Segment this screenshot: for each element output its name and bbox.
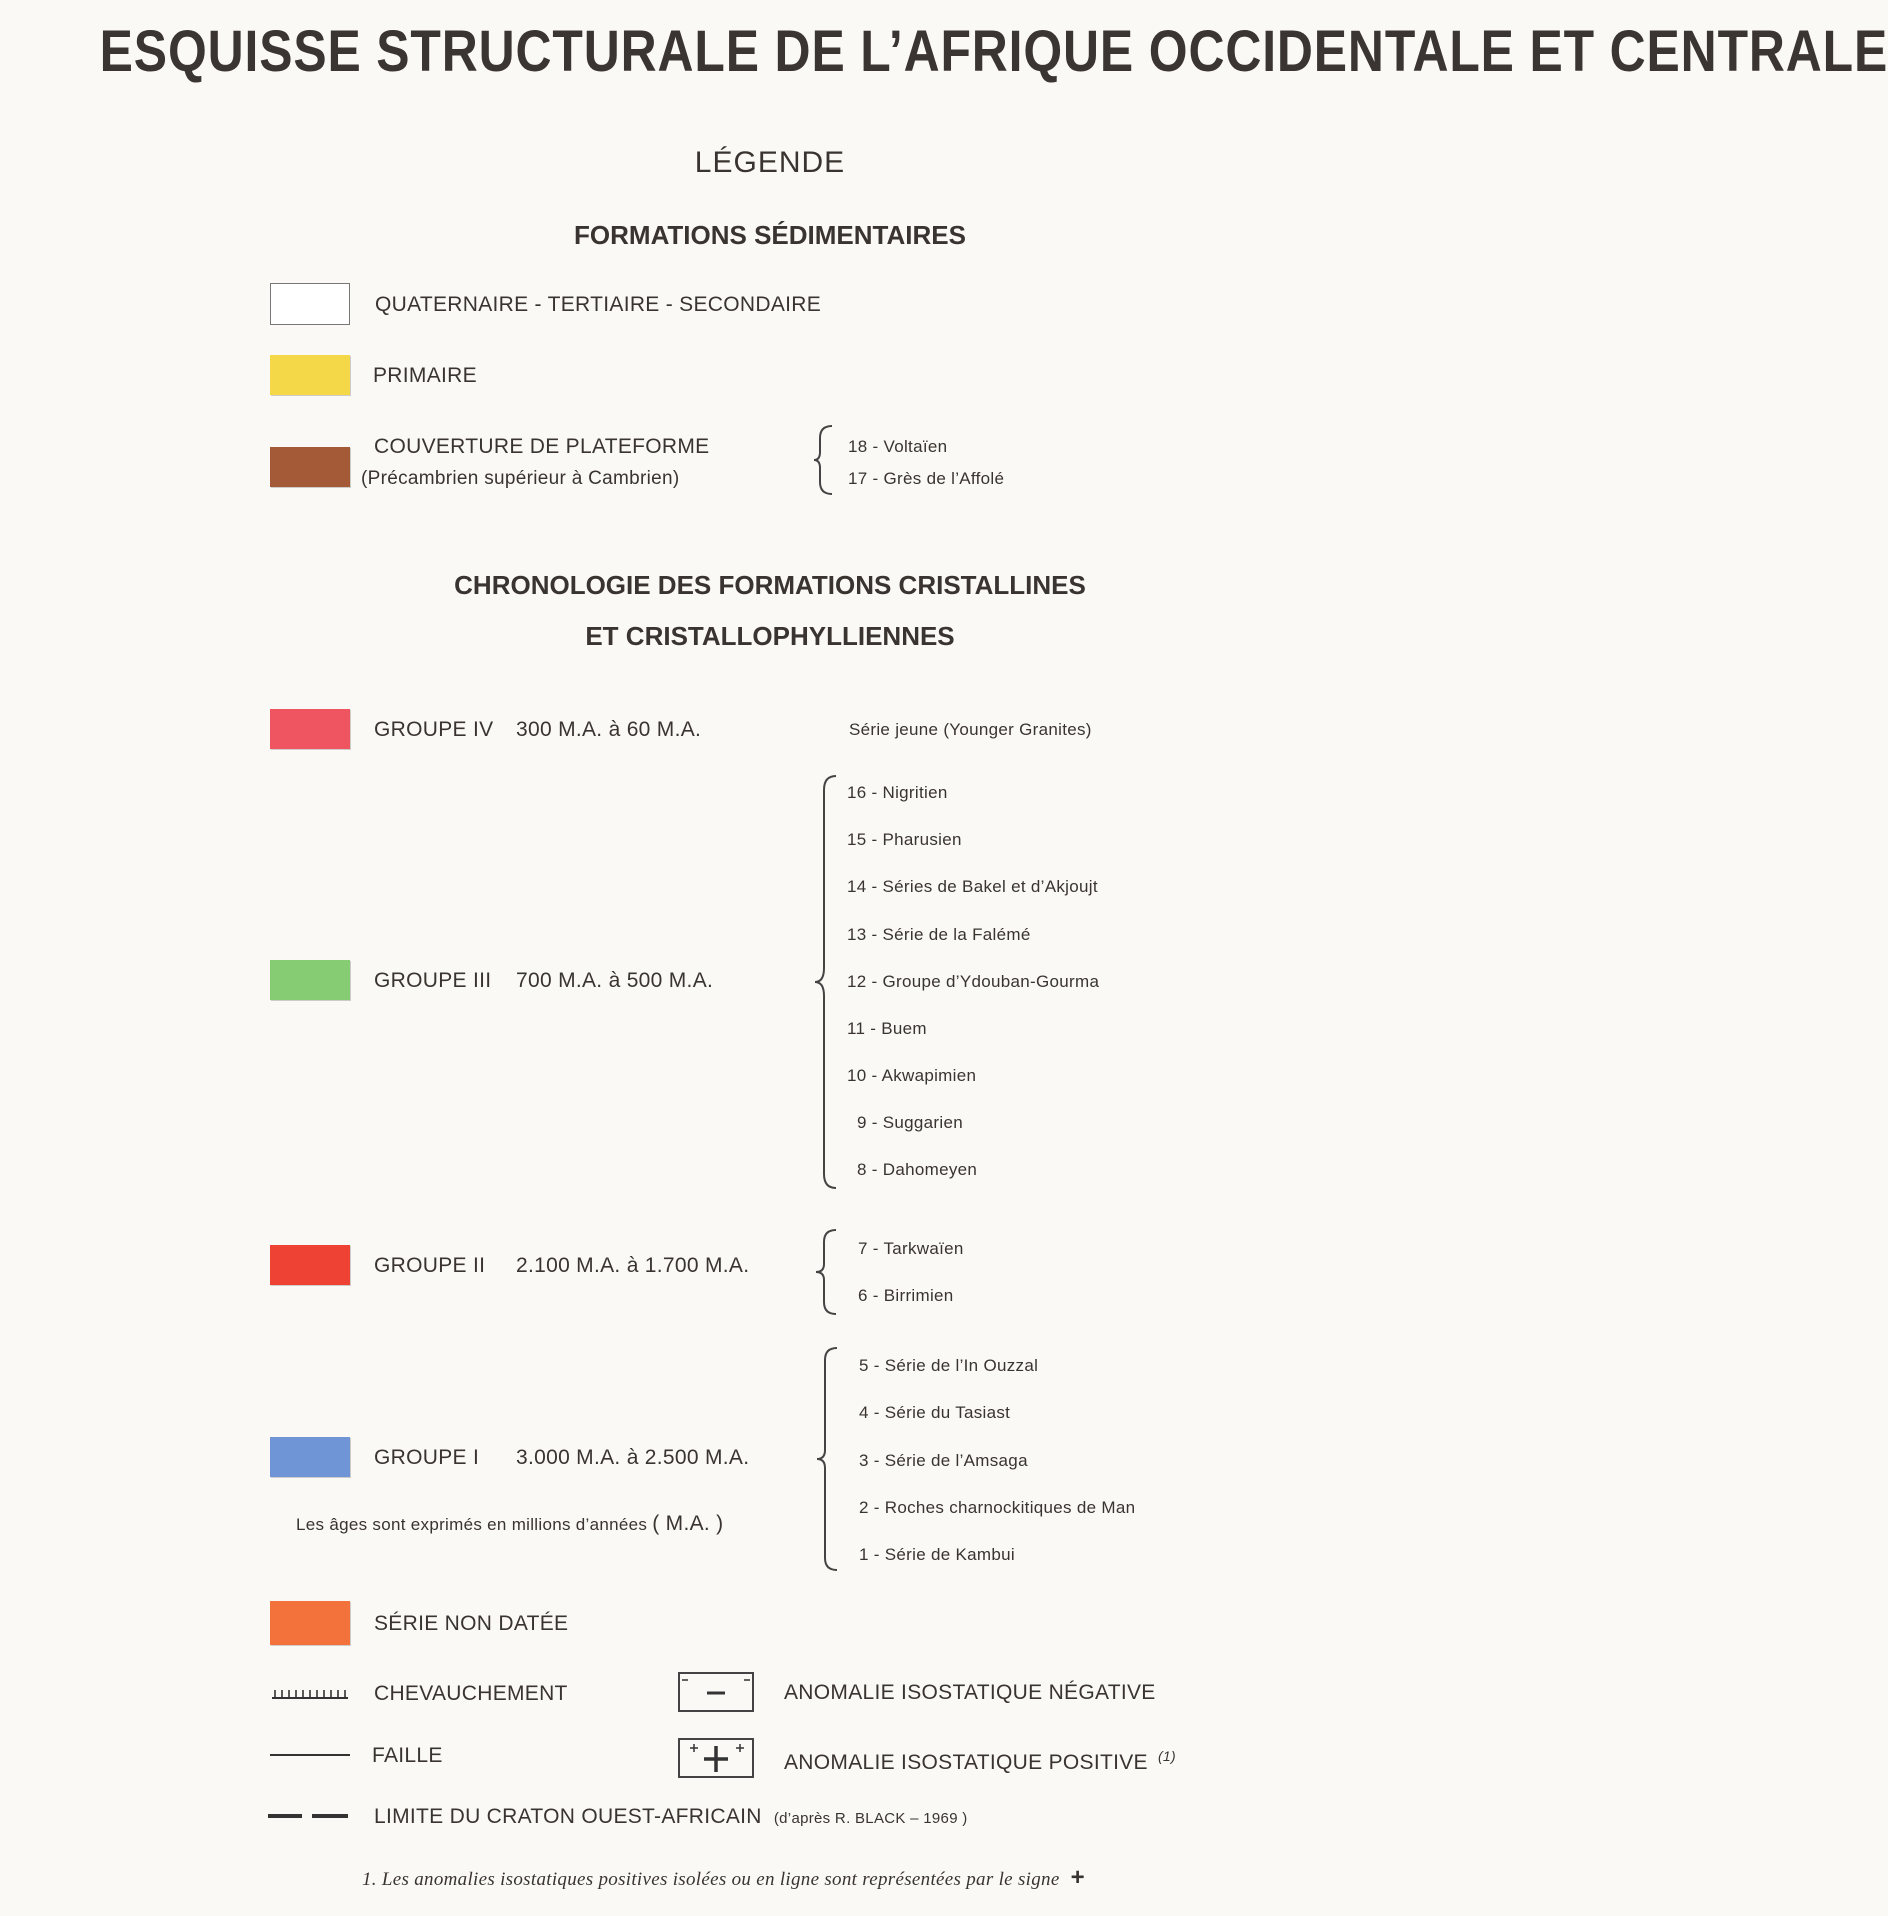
- limite-craton-source: (d’après R. BLACK – 1969 ): [773, 1810, 968, 1827]
- faille-symbol: [270, 1752, 352, 1758]
- ages-groupe-ii: 2.100 M.A. à 1.700 M.A.: [516, 1254, 750, 1277]
- anomalie-positive-symbol: [678, 1738, 754, 1778]
- label-couverture-sub: (Précambrien supérieur à Cambrien): [361, 468, 680, 489]
- label-groupe-iv: GROUPE IV: [374, 718, 494, 741]
- label-anomalie-positive: [784, 1748, 1176, 1775]
- series-10: 10 - Akwapimien: [847, 1066, 977, 1085]
- series-6: 6 - Birrimien: [858, 1286, 954, 1305]
- age-note-text: Les âges sont exprimés en millions d’années: [296, 1515, 648, 1534]
- series-3: 3 - Série de l’Amsaga: [859, 1451, 1028, 1470]
- series-9: 9 - Suggarien: [857, 1113, 963, 1132]
- label-faille: FAILLE: [372, 1744, 443, 1767]
- brace-groupe-i: [815, 1346, 841, 1572]
- footnote: [362, 1864, 1085, 1892]
- anomalie-positive-text: ANOMALIE ISOSTATIQUE POSITIVE: [784, 1751, 1148, 1774]
- label-groupe-ii: GROUPE II: [374, 1254, 486, 1277]
- series-11: 11 - Buem: [847, 1019, 927, 1038]
- series-12: 12 - Groupe d’Ydouban-Gourma: [847, 972, 1100, 991]
- series-14: 14 - Séries de Bakel et d’Akjoujt: [847, 877, 1098, 896]
- anomalie-negative-symbol: [678, 1672, 754, 1712]
- age-note: [296, 1512, 723, 1536]
- crystalline-heading-2: ET CRISTALLOPHYLLIENNES: [585, 621, 955, 651]
- series-16: 16 - Nigritien: [847, 783, 948, 802]
- series-15: 15 - Pharusien: [847, 830, 962, 849]
- brace-couverture: [812, 424, 838, 496]
- brace-groupe-iii: [812, 774, 840, 1190]
- swatch-groupe-iii: [270, 960, 350, 1000]
- label-groupe-iii: GROUPE III: [374, 969, 492, 992]
- legend-title: LÉGENDE: [694, 146, 846, 179]
- swatch-couverture: [270, 447, 350, 487]
- footnote-mark: (1): [1157, 1748, 1176, 1764]
- swatch-groupe-iv: [270, 709, 350, 749]
- series-4: 4 - Série du Tasiast: [859, 1403, 1011, 1422]
- ages-groupe-i: 3.000 M.A. à 2.500 M.A.: [516, 1446, 750, 1469]
- label-primaire: PRIMAIRE: [373, 364, 477, 387]
- label-groupe-i: GROUPE I: [374, 1446, 480, 1469]
- label-chevauchement: CHEVAUCHEMENT: [374, 1682, 568, 1705]
- swatch-quaternaire: [270, 283, 350, 325]
- age-note-abbr: ( M.A. ): [652, 1512, 724, 1535]
- series-13: 13 - Série de la Falémé: [847, 925, 1031, 944]
- series-17: 17 - Grès de l’Affolé: [848, 469, 1005, 488]
- chevauchement-symbol: [272, 1686, 352, 1702]
- note-groupe-iv: Série jeune (Younger Granites): [849, 720, 1092, 739]
- swatch-groupe-ii: [270, 1245, 350, 1285]
- label-quaternaire: QUATERNAIRE - TERTIAIRE - SECONDAIRE: [375, 293, 822, 316]
- label-limite-craton: [374, 1805, 968, 1829]
- page-title: ESQUISSE STRUCTURALE DE L’AFRIQUE OCCIDENTALE ET CENTRALE: [99, 19, 1888, 84]
- swatch-primaire: [270, 355, 350, 395]
- limite-craton-symbol: [268, 1812, 352, 1820]
- ages-groupe-iii: 700 M.A. à 500 M.A.: [516, 969, 714, 992]
- label-serie-non-datee: SÉRIE NON DATÉE: [374, 1612, 569, 1635]
- swatch-groupe-i: [270, 1437, 350, 1477]
- brace-groupe-ii: [814, 1228, 840, 1316]
- series-8: 8 - Dahomeyen: [857, 1160, 978, 1179]
- series-18: 18 - Voltaïen: [848, 437, 948, 456]
- footnote-text: 1. Les anomalies isostatiques positives isolées ou en ligne sont représentées par le signe: [362, 1869, 1060, 1890]
- swatch-serie-non-datee: [270, 1601, 350, 1645]
- ages-groupe-iv: 300 M.A. à 60 M.A.: [516, 718, 702, 741]
- label-couverture: COUVERTURE DE PLATEFORME: [374, 435, 710, 458]
- sedimentary-heading: FORMATIONS SÉDIMENTAIRES: [574, 220, 966, 250]
- series-1: 1 - Série de Kambui: [859, 1545, 1015, 1564]
- plus-icon: +: [1070, 1864, 1085, 1891]
- series-5: 5 - Série de l’In Ouzzal: [859, 1356, 1039, 1375]
- series-7: 7 - Tarkwaïen: [858, 1239, 964, 1258]
- label-anomalie-negative: ANOMALIE ISOSTATIQUE NÉGATIVE: [784, 1681, 1156, 1704]
- limite-craton-text: LIMITE DU CRATON OUEST-AFRICAIN: [374, 1805, 762, 1828]
- crystalline-heading-1: CHRONOLOGIE DES FORMATIONS CRISTALLINES: [454, 570, 1086, 600]
- series-2: 2 - Roches charnockitiques de Man: [859, 1498, 1136, 1517]
